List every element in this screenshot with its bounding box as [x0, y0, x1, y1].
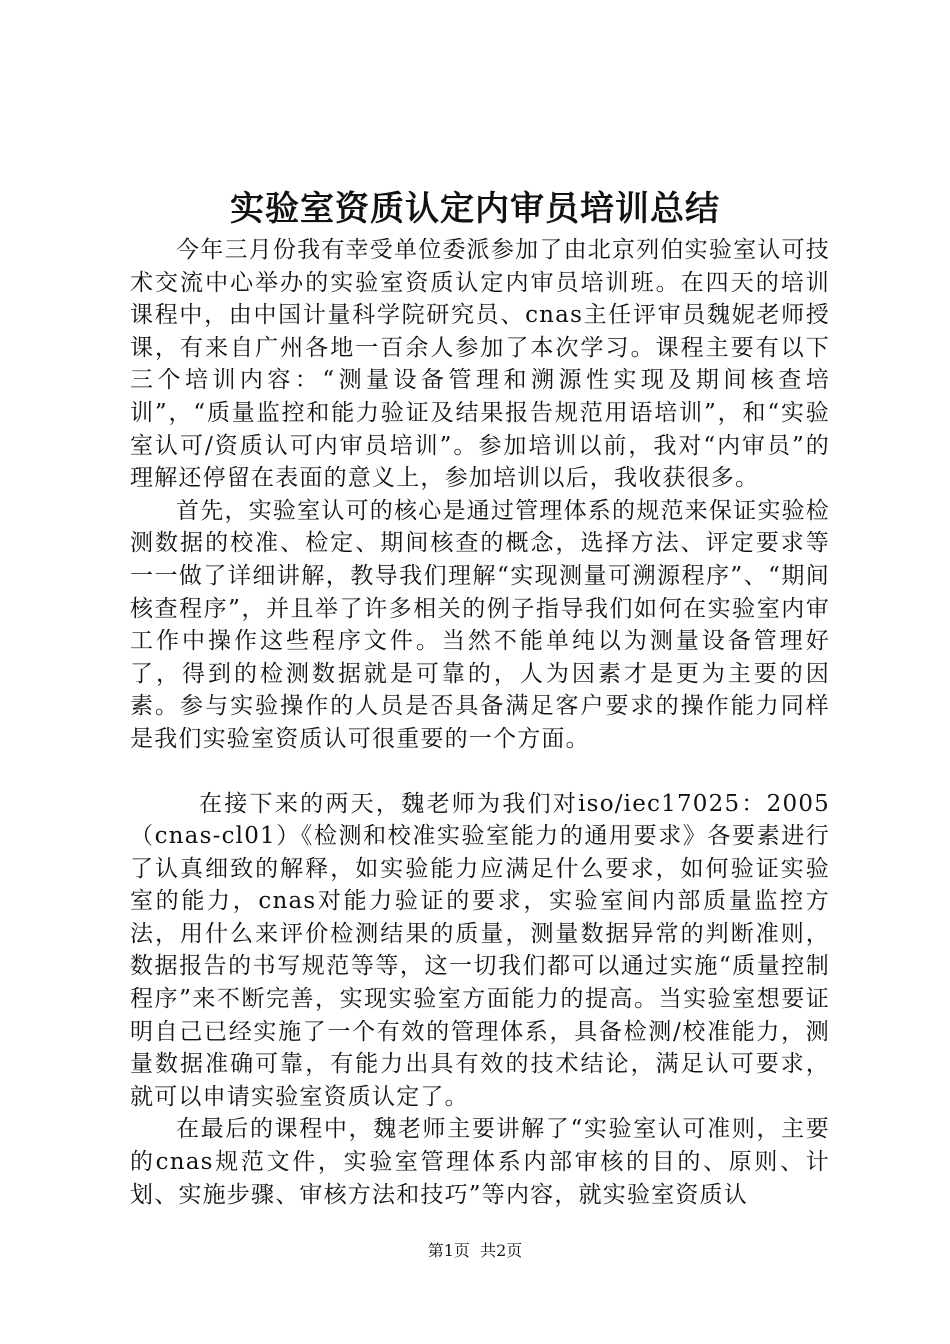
paragraph-next-two-days: 在接下来的两天，魏老师为我们对iso/iec17025：2005（cnas-cl01）《检测和校准实验室能力的通用要求》各要素进行了认真细致的解释，如实验能力应满足什么要求，如何验证实验室的能力，cnas对能力验证的要求，实验室间内部质量监控方法，用什么来评价检测结果的质量，测量数据异常的判断准则，数据报告的书写规范等等，这一切我们都可以通过实施“质量控制程序”来不断完善，实现实验室方面能力的提高。当实验室想要证明自己已经实施了一个有效的管理体系，具备检测/校准能力，测量数据准确可靠，有能力出具有效的技术结论，满足认可要求，就可以申请实验室资质认定了。: [130, 790, 830, 1110]
paragraph-intro: 今年三月份我有幸受单位委派参加了由北京列伯实验室认可技术交流中心举办的实验室资质认定内审员培训班。在四天的培训课程中，由中国计量科学院研究员、cnas主任评审员魏妮老师授课，有来自广州各地一百余人参加了本次学习。课程主要有以下三个培训内容：“测量设备管理和溯源性实现及期间核查培训”，“质量监控和能力验证及结果报告规范用语培训”，和“实验室认可/资质认可内审员培训”。参加培训以前，我对“内审员”的理解还停留在表面的意义上，参加培训以后，我收获很多。: [130, 237, 830, 492]
page-number: 第1页: [427, 1241, 470, 1260]
page-total: 共2页: [480, 1241, 523, 1260]
document-body: [130, 234, 830, 1211]
document-title: 实验室资质认定内审员培训总结: [230, 189, 720, 229]
paragraph-first-point: 首先，实验室认可的核心是通过管理体系的规范来保证实验检测数据的校准、检定、期间核查的概念，选择方法、评定要求等一一做了详细讲解，教导我们理解“实现测量可溯源程序”、“期间核查程序”，并且举了许多相关的例子指导我们如何在实验室内审工作中操作这些程序文件。当然不能单纯以为测量设备管理好了，得到的检测数据就是可靠的，人为因素才是更为主要的因素。参与实验操作的人员是否具备满足客户要求的操作能力同样是我们实验室资质认可很重要的一个方面。: [130, 497, 830, 752]
paragraph-final-course: 在最后的课程中，魏老师主要讲解了“实验室认可准则，主要的cnas规范文件，实验室管理体系内部审核的目的、原则、计划、实施步骤、审核方法和技巧”等内容，就实验室资质认: [130, 1116, 830, 1208]
page-footer: [0, 1239, 950, 1263]
